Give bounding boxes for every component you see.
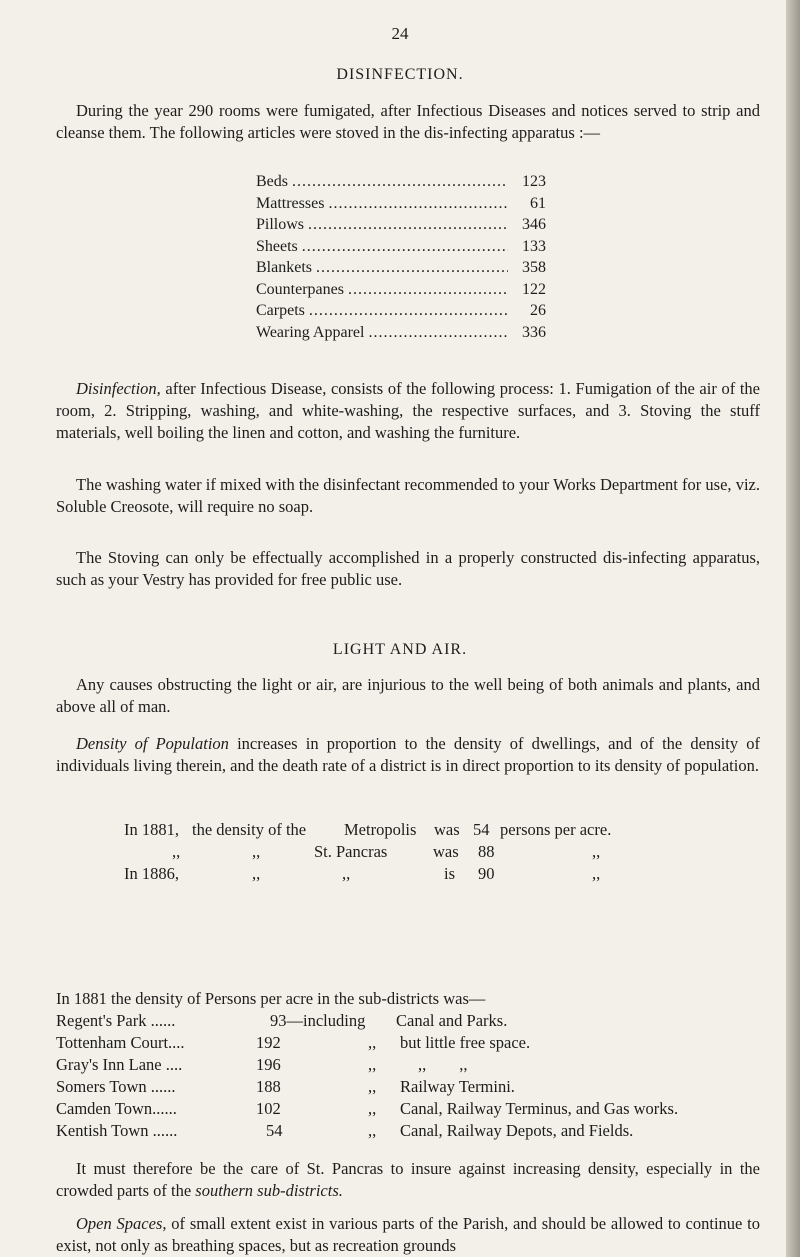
disinfection-process-text: after Infectious Disease, consists of the following process: 1. Fumigation of the air of the room, 2. Stripping, washing, and white-washing, the respective surfaces, and 3. Stoving the stuff materials, well boiling the linen and cotton, and washing the furniture.	[56, 379, 760, 442]
stoving-paragraph: The Stoving can only be effectually accomplished in a properly constructed dis-infecting apparatus, such as your Vestry has provided for free public use.	[56, 548, 760, 589]
ditto-mark: ,,	[368, 1033, 377, 1052]
density-area: Metropolis	[344, 820, 417, 839]
article-count: 133	[522, 237, 546, 255]
article-row	[256, 173, 546, 195]
ditto-mark: ,,	[368, 1121, 377, 1140]
density-text: increases in proportion to the density of dwellings, and of the density of individuals living therein, and the death rate of a district is in direct proportion to its density of population.	[56, 734, 760, 775]
open-spaces-paragraph	[56, 1213, 760, 1257]
sub-district-name: Tottenham Court....	[56, 1033, 185, 1052]
sub-district-name: Kentish Town ......	[56, 1121, 178, 1140]
table-row	[56, 1011, 776, 1033]
care-text: It must therefore be the care of St. Pancras to insure against increasing density, especially in the crowded parts of the	[56, 1159, 760, 1200]
ditto-mark: ,,	[368, 1055, 377, 1074]
table-row	[56, 1055, 776, 1077]
sub-districts-intro: In 1881 the density of Persons per acre in the sub-districts was—	[56, 989, 486, 1008]
sub-district-name: Gray's Inn Lane ....	[56, 1055, 183, 1074]
sub-district-note: but little free space.	[400, 1033, 531, 1052]
density-value: 88	[478, 842, 495, 861]
article-count: 123	[522, 173, 546, 190]
article-name: Carpets	[256, 302, 305, 319]
density-paragraph	[56, 733, 760, 777]
sub-district-name: Somers Town ......	[56, 1077, 176, 1096]
care-paragraph	[56, 1158, 760, 1202]
density-value: 90	[478, 864, 495, 883]
open-spaces-term: Open Spaces,	[76, 1214, 167, 1233]
light-air-heading: LIGHT AND AIR.	[332, 641, 468, 658]
article-name: Sheets	[256, 237, 298, 255]
sub-district-density: 188	[256, 1077, 281, 1096]
article-row	[256, 324, 546, 346]
sub-district-note: Canal, Railway Terminus, and Gas works.	[400, 1099, 679, 1118]
density-verb: was	[433, 842, 459, 861]
density-area: St. Pancras	[314, 842, 388, 861]
table-row	[56, 1099, 776, 1121]
article-count: 336	[522, 323, 546, 341]
article-name: Pillows	[256, 216, 305, 233]
page-number: 24	[391, 24, 409, 43]
article-row	[256, 281, 546, 303]
article-name: Wearing Apparel	[256, 323, 365, 341]
article-row	[256, 302, 546, 324]
articles-table	[256, 173, 546, 345]
density-value: 54	[473, 820, 490, 839]
density-unit: persons per acre.	[500, 820, 612, 839]
care-term: southern sub-districts.	[195, 1181, 343, 1200]
sub-district-note: Canal, Railway Depots, and Fields.	[400, 1121, 634, 1140]
article-count: 26	[530, 302, 546, 319]
article-count: 61	[530, 194, 546, 212]
sub-district-density: 54	[266, 1121, 283, 1140]
sub-district-note: Railway Termini.	[400, 1077, 515, 1096]
page-edge	[786, 0, 800, 1257]
sub-district-name: Camden Town......	[56, 1099, 177, 1118]
density-year: ,,	[172, 842, 181, 861]
sub-districts-table	[56, 1011, 776, 1143]
density-phrase: ,,	[252, 864, 261, 883]
density-verb: is	[444, 864, 456, 883]
article-count: 346	[522, 216, 546, 233]
article-row	[256, 195, 546, 217]
ditto-mark: ,,	[368, 1099, 377, 1118]
table-row	[56, 1033, 776, 1055]
article-row	[256, 238, 546, 260]
sub-district-density: 192	[256, 1033, 281, 1052]
article-name: Mattresses	[256, 194, 325, 212]
light-air-intro: Any causes obstructing the light or air, are injurious to the well being of both animals and plants, and above all of man.	[56, 675, 760, 716]
article-row	[256, 259, 546, 281]
density-area: ,,	[342, 864, 351, 883]
article-row	[256, 216, 546, 238]
article-name: Blankets	[256, 259, 312, 276]
density-phrase: the density of the	[192, 820, 307, 839]
table-row	[56, 1121, 776, 1143]
disinfection-term: Disinfection,	[76, 379, 161, 398]
open-spaces-text: of small extent exist in various parts of the Parish, and should be allowed to continue to exist, not only as breathing spaces, but as recreation grounds	[56, 1214, 760, 1255]
table-row	[56, 1077, 776, 1099]
density-year: In 1886,	[124, 864, 179, 883]
density-year: In 1881,	[124, 820, 179, 839]
density-unit: ,,	[592, 864, 601, 883]
article-name: Beds	[256, 173, 288, 190]
sub-district-note: ,, ,,	[418, 1055, 468, 1074]
disinfection-intro: During the year 290 rooms were fumigated, after Infectious Diseases and notices served to strip and cleanse them. The following articles were stoved in the dis-infecting apparatus :—	[56, 101, 760, 142]
density-verb: was	[434, 820, 460, 839]
washing-water-paragraph: The washing water if mixed with the disinfectant recommended to your Works Department for use, viz. Soluble Creosote, will require no soap.	[56, 475, 760, 516]
article-count: 358	[522, 259, 546, 276]
sub-district-density: 93—including	[270, 1011, 366, 1030]
density-unit: ,,	[592, 842, 601, 861]
density-term: Density of Population	[76, 734, 229, 753]
sub-district-density: 102	[256, 1099, 281, 1118]
ditto-mark: ,,	[368, 1077, 377, 1096]
disinfection-heading: DISINFECTION.	[336, 66, 464, 83]
article-name: Counterpanes	[256, 280, 344, 298]
article-count: 122	[522, 280, 546, 298]
disinfection-process-paragraph	[56, 378, 760, 444]
sub-district-density: 196	[256, 1055, 281, 1074]
sub-district-name: Regent's Park ......	[56, 1011, 176, 1030]
sub-district-note: Canal and Parks.	[396, 1011, 508, 1030]
density-phrase: ,,	[252, 842, 261, 861]
